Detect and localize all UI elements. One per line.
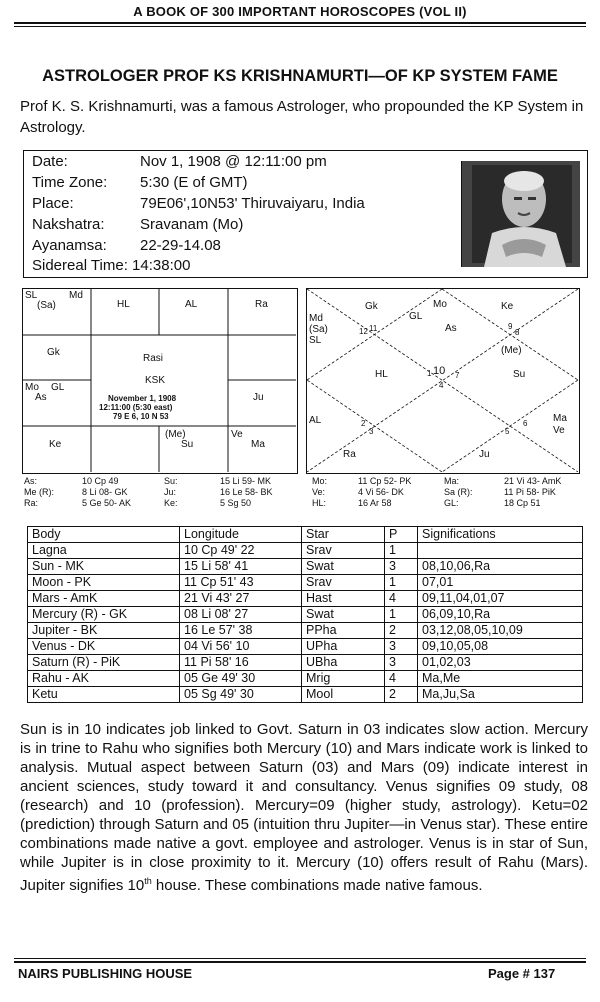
place-row: Place: 79E06',10N53' Thiruvaiyaru, India: [32, 195, 365, 212]
table-row: Jupiter - BK 16 Le 57' 38 PPha 2 03,12,08,05,10,09: [28, 623, 583, 639]
gk-label: Gk: [47, 347, 60, 358]
header-rule: [14, 22, 586, 24]
ra-label: Ra: [255, 299, 268, 310]
n-gk: Gk: [365, 301, 378, 312]
n-me: (Me): [501, 345, 522, 356]
header-p: P: [385, 527, 418, 543]
table-row: Ketu 05 Sg 49' 30 Mool 2 Ma,Ju,Sa: [28, 687, 583, 703]
page-number: Page # 137: [488, 966, 556, 981]
sl-label: SL: [25, 290, 38, 301]
n-su: Su: [513, 369, 526, 380]
chart-ksk: KSK: [145, 375, 166, 386]
table-row: Sun - MK 15 Li 58' 41 Swat 3 08,10,06,Ra: [28, 559, 583, 575]
birth-details-box: [23, 150, 588, 278]
ju-label: Ju: [253, 392, 264, 403]
header-longitude: Longitude: [180, 527, 302, 543]
hl-label: HL: [117, 299, 130, 310]
table-row: Venus - DK 04 Vi 56' 10 UPha 3 09,10,05,08: [28, 639, 583, 655]
intro-text: Prof K. S. Krishnamurti, was a famous Astrologer, who propounded the KP System in Astrology.: [20, 98, 584, 136]
n-ma: Ma: [553, 413, 567, 424]
chart-date: November 1, 1908: [108, 394, 177, 403]
table-row: Mercury (R) - GK 08 Li 08' 27 Swat 1 06,09,10,Ra: [28, 607, 583, 623]
mo-label: Mo: [25, 382, 39, 393]
significations-table: [27, 526, 583, 703]
north-indian-chart: [306, 288, 580, 474]
ve-label: Ve: [231, 429, 243, 440]
n-hl: HL: [375, 369, 388, 380]
n-num2: 2: [361, 419, 366, 428]
sidereal-row: Sidereal Time: 14:38:00: [32, 257, 191, 274]
n-num7: 7: [455, 371, 460, 380]
n-num1: 1: [427, 369, 432, 378]
ke-label: Ke: [49, 439, 62, 450]
footer-rule: [14, 961, 586, 963]
n-num9: 9: [508, 322, 513, 331]
chart-rasi: Rasi: [143, 353, 164, 364]
header-rule-thin: [14, 26, 586, 27]
n-sa: (Sa): [309, 324, 328, 335]
chart-coords: 79 E 6, 10 N 53: [113, 412, 169, 421]
header-significations: Significations: [418, 527, 583, 543]
nakshatra-row: Nakshatra: Sravanam (Mo): [32, 216, 244, 233]
sa-label: (Sa): [37, 300, 56, 311]
table-row: Moon - PK 11 Cp 51' 43 Srav 1 07,01: [28, 575, 583, 591]
n-mo: Mo: [433, 299, 447, 310]
su-label: Su: [181, 439, 194, 450]
publisher-name: NAIRS PUBLISHING HOUSE: [18, 966, 193, 981]
gl-label: GL: [51, 382, 65, 393]
table-row: Rahu - AK 05 Ge 49' 30 Mrig 4 Ma,Me: [28, 671, 583, 687]
n-md: Md: [309, 313, 323, 324]
md-label: Md: [69, 290, 83, 301]
ma-label: Ma: [251, 439, 265, 450]
table-row: Mars - AmK 21 Vi 43' 27 Hast 4 09,11,04,01,07: [28, 591, 583, 607]
book-title: A BOOK OF 300 IMPORTANT HOROSCOPES (VOL II): [133, 4, 467, 19]
table-row: Lagna 10 Cp 49' 22 Srav 1: [28, 543, 583, 559]
portrait-photo: [461, 161, 580, 267]
n-gl: GL: [409, 311, 423, 322]
me-label: (Me): [165, 429, 186, 440]
n-num6: 6: [523, 419, 528, 428]
article-title: ASTROLOGER PROF KS KRISHNAMURTI—OF KP SYSTEM FAME: [42, 67, 558, 85]
n-ra: Ra: [343, 449, 356, 460]
n-al: AL: [309, 415, 322, 426]
n-ke: Ke: [501, 301, 514, 312]
n-num10: 10: [433, 365, 446, 377]
n-as: As: [445, 323, 457, 334]
chart-time: 12:11:00 (5:30 east): [99, 403, 173, 412]
n-sl: SL: [309, 335, 322, 346]
n-num4: 4: [439, 381, 444, 390]
as-label: As: [35, 392, 47, 403]
n-num8: 8: [515, 328, 520, 337]
timezone-row: Time Zone: 5:30 (E of GMT): [32, 174, 248, 191]
table-header-row: [28, 527, 583, 543]
header-body: Body: [28, 527, 180, 543]
header-star: Star: [302, 527, 385, 543]
n-num12: 12: [359, 327, 368, 336]
n-num11: 11: [369, 324, 378, 333]
south-indian-rasi-chart: [22, 288, 298, 474]
ayanamsa-row: Ayanamsa: 22-29-14.08: [32, 237, 221, 254]
n-num5: 5: [505, 427, 510, 436]
footer-rule-thin: [14, 958, 586, 959]
n-ju: Ju: [479, 449, 490, 460]
table-row: Saturn (R) - PiK 11 Pi 58' 16 UBha 3 01,02,03: [28, 655, 583, 671]
analysis-paragraph: Sun is in 10 indicates job linked to Govt. Saturn in 03 indicates slow action. Mercury is in trine to Rahu who signifies both Mercury (10) and Mars indicate work is linked to analysis. Mutual aspect between Saturn (03) and Mars (09) indicate interest in ancient sciences, study toward it and consultancy. Venus signifies 09 study, 08 (research) and 10 (profession). Mercury=09 (higher study, astrology). Ketu=02 (prediction) through Saturn and 05 (intuition thru Jupiter—in Venus star). These entire combinations made native a govt. employee and astrologer. Venus is in star of Sun, while Jupiter is in close proximity to it. Mercury (10) offers result of Rahu (Mars). Jupiter signifies 10th house. These combinations made native famous.: [20, 721, 588, 894]
date-row: Date: Nov 1, 1908 @ 12:11:00 pm: [32, 153, 327, 170]
al-label: AL: [185, 299, 198, 310]
n-ve: Ve: [553, 425, 565, 436]
n-num3: 3: [369, 427, 374, 436]
